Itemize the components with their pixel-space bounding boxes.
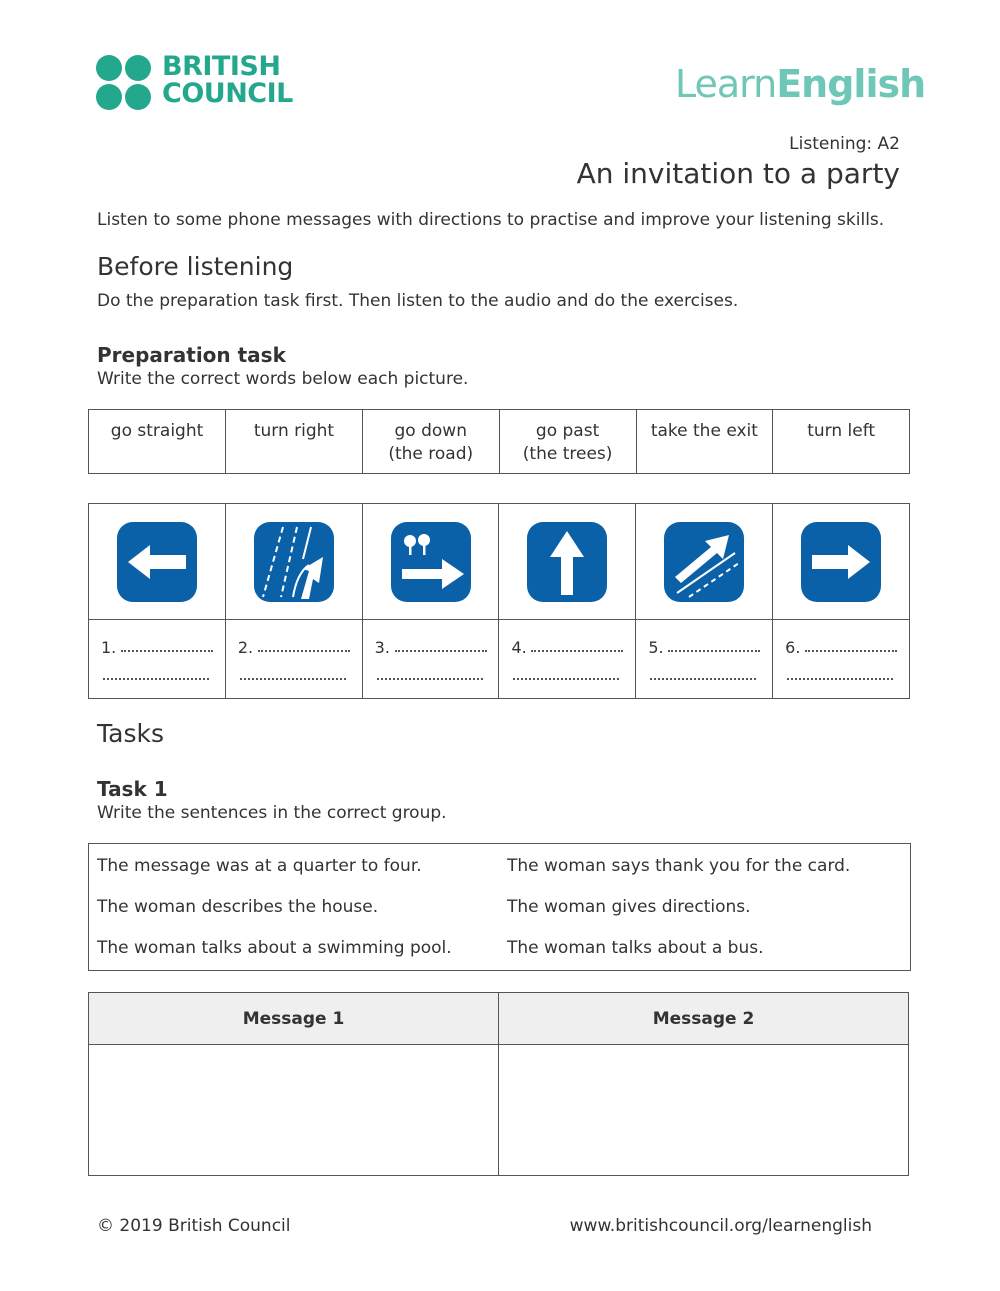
answer-cell-1[interactable]: 1. (89, 620, 226, 699)
straight-arrow-sign-icon (526, 521, 608, 603)
preparation-task-heading: Preparation task (97, 343, 286, 367)
word-cell: go down (the road) (362, 410, 499, 474)
page-title: An invitation to a party (576, 157, 900, 190)
word-cell: turn right (226, 410, 363, 474)
answer-cell-3[interactable]: 3. (362, 620, 499, 699)
picture-cell (773, 504, 910, 620)
picture-cell (636, 504, 773, 620)
copyright: © 2019 British Council (97, 1216, 291, 1236)
answer-cell-2[interactable]: 2. (225, 620, 362, 699)
brand-name: BRITISH COUNCIL (162, 51, 293, 109)
task1-heading: Task 1 (97, 777, 168, 801)
message-2-answer-cell[interactable] (499, 1045, 909, 1176)
message-2-header: Message 2 (499, 993, 909, 1045)
before-listening-heading: Before listening (97, 252, 294, 281)
picture-cell (89, 504, 226, 620)
preparation-task-instruction: Write the correct words below each picture. (97, 369, 469, 389)
word-cell: turn left (773, 410, 910, 474)
word-box (88, 409, 910, 474)
before-listening-text: Do the preparation task first. Then listen to the audio and do the exercises. (97, 291, 739, 311)
sentence-box (88, 843, 911, 971)
word-cell: go past (the trees) (499, 410, 636, 474)
message-1-header: Message 1 (89, 993, 499, 1045)
diagonal-road-sign-icon (663, 521, 745, 603)
picture-cell (362, 504, 499, 620)
word-cell: go straight (89, 410, 226, 474)
right-arrow-sign-icon (800, 521, 882, 603)
sentence-item: The woman gives directions. (507, 897, 751, 917)
answer-cell-5[interactable]: 5. (636, 620, 773, 699)
british-council-logo (96, 51, 296, 115)
answer-cell-6[interactable]: 6. (773, 620, 910, 699)
left-arrow-sign-icon (116, 521, 198, 603)
task1-instruction: Write the sentences in the correct group. (97, 803, 447, 823)
word-cell: take the exit (636, 410, 773, 474)
message-table (88, 992, 909, 1176)
picture-cell (499, 504, 636, 620)
picture-cell (225, 504, 362, 620)
sentence-item: The woman says thank you for the card. (507, 856, 851, 876)
exit-ramp-sign-icon (253, 521, 335, 603)
sentence-item: The woman talks about a bus. (507, 938, 764, 958)
website-link[interactable]: www.britishcouncil.org/learnenglish (569, 1216, 872, 1236)
sentence-item: The message was at a quarter to four. (97, 856, 422, 876)
message-1-answer-cell[interactable] (89, 1045, 499, 1176)
past-trees-sign-icon (390, 521, 472, 603)
intro-text: Listen to some phone messages with directions to practise and improve your listening skills. (97, 210, 885, 230)
level-label: Listening: A2 (789, 134, 900, 154)
picture-table (88, 503, 910, 699)
learnenglish-logo: LearnEnglish (675, 62, 926, 106)
answer-cell-4[interactable]: 4. (499, 620, 636, 699)
sentence-item: The woman describes the house. (97, 897, 379, 917)
tasks-heading: Tasks (97, 719, 164, 748)
sentence-item: The woman talks about a swimming pool. (97, 938, 452, 958)
